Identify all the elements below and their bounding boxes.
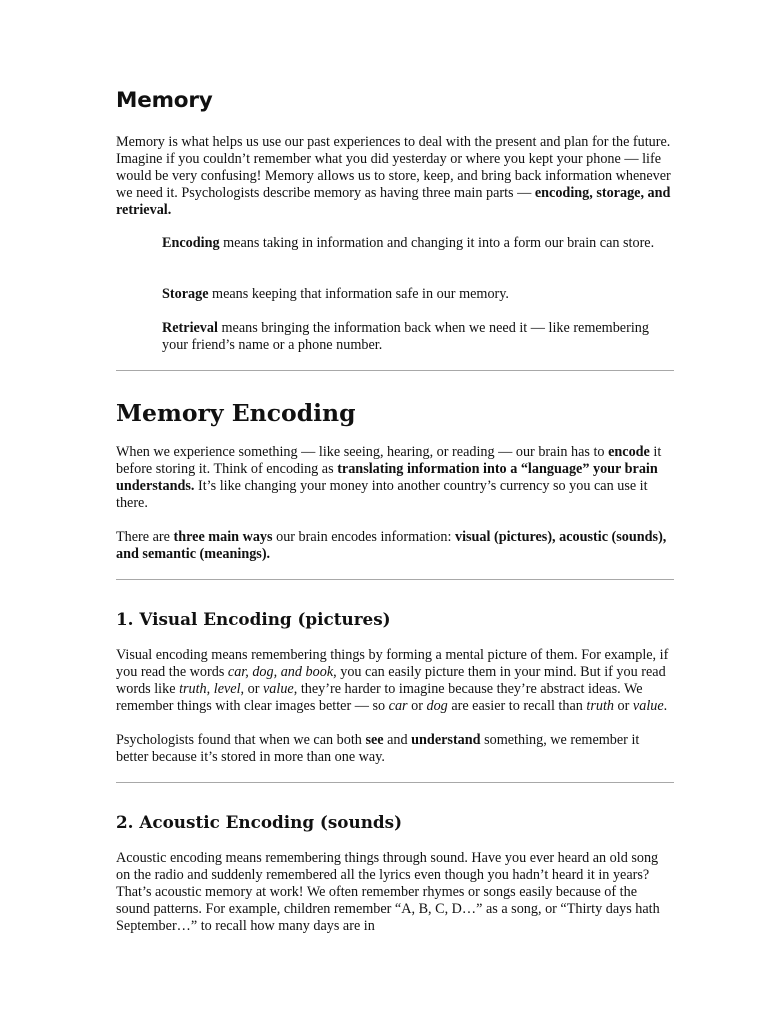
encoding-definition: Encoding means taking in information and changing it into a form our brain can store. — [162, 235, 655, 251]
section-divider — [116, 370, 674, 371]
memory-intro-paragraph: Memory is what helps us use our past experiences to deal with the present and plan for the future. Imagine if you couldn’t remember what you did yesterday or where you kept your phone — life would be very confusing! Memory allows us to store, keep, and bring back information whenever we need it. Psychologists describe memory as having three main parts — encoding, storage, and retrieval. — [116, 134, 671, 218]
acoustic-encoding-heading: 2. Acoustic Encoding (sounds) — [116, 812, 403, 832]
visual-encoding-heading: 1. Visual Encoding (pictures) — [116, 609, 391, 629]
storage-definition: Storage means keeping that information safe in our memory. — [162, 286, 509, 302]
retrieval-definition: Retrieval means bringing the information back when we need it — like remembering your friend’s name or a phone number. — [162, 320, 649, 353]
section-divider — [116, 579, 674, 580]
visual-encoding-paragraph-1: Visual encoding means remembering things by forming a mental picture of them. For example, if you read the words car, dog, and book, you can easily picture them in your mind. But if you read words like truth, level, or value, they’re harder to imagine because they’re abstract ideas. We remember things with clear images better — so car or dog are easier to recall than truth or value. — [116, 647, 669, 714]
section-divider — [116, 782, 674, 783]
memory-encoding-paragraph-2: There are three main ways our brain encodes information: visual (pictures), acoustic (sounds), and semantic (meanings). — [116, 529, 667, 562]
visual-encoding-paragraph-2: Psychologists found that when we can both see and understand something, we remember it better because it’s stored in more than one way. — [116, 732, 640, 765]
memory-encoding-paragraph-1: When we experience something — like seeing, hearing, or reading — our brain has to encode it before storing it. Think of encoding as translating information into a “language” your brain understands. It’s like changing your money into another country’s currency so you can use it there. — [116, 444, 662, 511]
memory-heading: Memory — [116, 88, 213, 113]
acoustic-encoding-paragraph-1: Acoustic encoding means remembering things through sound. Have you ever heard an old song on the radio and suddenly remembered all the lyrics even though you hadn’t heard it in years? That’s acoustic memory at work! We often remember rhymes or songs easily because of the sound patterns. For example, children remember “A, B, C, D…” as a song, or “Thirty days hath September…” to recall how many days are in — [116, 850, 660, 934]
memory-encoding-heading: Memory Encoding — [116, 399, 356, 427]
